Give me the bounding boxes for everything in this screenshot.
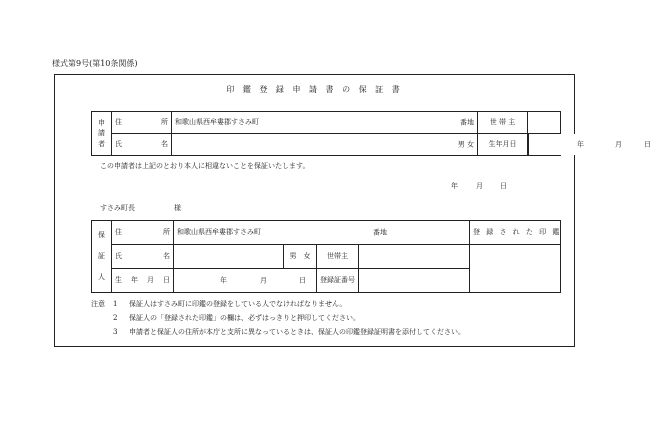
guarantor-banchi-label: 番地 bbox=[373, 228, 387, 236]
note-item-2 bbox=[91, 311, 465, 325]
guarantor-dob-label bbox=[112, 269, 174, 293]
applicant-household-head-field[interactable] bbox=[528, 112, 561, 134]
applicant-address-field[interactable] bbox=[172, 112, 478, 134]
registered-seal-label: 登 録 さ れ た 印 鑑 bbox=[470, 221, 561, 245]
guarantor-dob-field[interactable] bbox=[174, 269, 317, 293]
applicant-table bbox=[91, 111, 651, 156]
guarantor-address-field[interactable] bbox=[174, 221, 470, 245]
guarantor-dob-month: 月 bbox=[260, 276, 267, 284]
note-text: 保証人の「登録された印鑑」の欄は、必ずはっきりと押印してください。 bbox=[129, 314, 360, 322]
note-number: 1 bbox=[113, 300, 118, 308]
applicant-household-head-label: 世 帯 主 bbox=[478, 112, 528, 134]
applicant-dob-field[interactable] bbox=[528, 134, 651, 156]
applicant-side-label: 申 請 者 bbox=[92, 112, 112, 156]
form-number-label: 様式第9号(第10条関係) bbox=[52, 59, 138, 68]
note-item-1 bbox=[91, 297, 465, 311]
guarantor-name-field[interactable] bbox=[174, 245, 284, 269]
applicant-name-field[interactable] bbox=[172, 134, 478, 156]
form-title: 印 鑑 登 録 申 請 書 の 保 証 書 bbox=[226, 85, 403, 94]
applicant-address-label-text: 住 所 bbox=[115, 118, 168, 126]
guarantor-household-head-field[interactable] bbox=[359, 245, 470, 269]
guarantor-side-label: 保 証 人 bbox=[92, 221, 112, 293]
note-number: 2 bbox=[113, 314, 118, 322]
guarantor-name-label bbox=[112, 245, 174, 269]
guarantor-dob-day: 日 bbox=[299, 276, 306, 284]
note-number: 3 bbox=[113, 328, 118, 336]
guarantor-name-label-text: 氏 名 bbox=[115, 252, 170, 260]
guarantor-dob-label-text: 生 年 月 日 bbox=[115, 276, 170, 284]
statement-date-day: 日 bbox=[500, 182, 507, 190]
guarantor-name-row bbox=[92, 245, 561, 269]
guarantor-address-row bbox=[92, 221, 561, 245]
note-text: 保証人はすさみ町に印鑑の登録をしている人でなければなりません。 bbox=[129, 300, 347, 308]
applicant-address-row bbox=[92, 112, 561, 134]
guarantor-table bbox=[91, 220, 561, 293]
guarantor-dob-year: 年 bbox=[220, 276, 227, 284]
applicant-name-label bbox=[112, 134, 172, 156]
applicant-banchi-label: 番地 bbox=[460, 118, 474, 126]
statement-date-year: 年 bbox=[451, 182, 458, 190]
guarantee-statement: この申請者は上記のとおり本人に相違ないことを保証いたします。 bbox=[100, 162, 310, 170]
guarantor-address-label bbox=[112, 221, 174, 245]
applicant-address-value: 和歌山県西牟婁郡すさみ町 bbox=[175, 118, 259, 126]
notes-section bbox=[91, 297, 465, 339]
statement-date-month: 月 bbox=[476, 182, 483, 190]
guarantor-sex-options[interactable]: 男 女 bbox=[284, 245, 317, 269]
guarantor-reg-number-label: 登録証番号 bbox=[317, 269, 359, 293]
guarantor-address-label-text: 住 所 bbox=[115, 228, 170, 236]
applicant-name-row bbox=[92, 134, 561, 156]
applicant-dob-label: 生年月日 bbox=[478, 134, 528, 156]
note-item-3 bbox=[91, 325, 465, 339]
applicant-dob-day: 日 bbox=[644, 140, 651, 148]
applicant-sex-options[interactable]: 男 女 bbox=[457, 140, 474, 148]
applicant-address-label bbox=[112, 112, 172, 134]
guarantor-address-value: 和歌山県西牟婁郡すさみ町 bbox=[177, 228, 261, 236]
registered-seal-box[interactable] bbox=[470, 245, 561, 293]
notes-lead: 注意 bbox=[91, 300, 105, 308]
guarantor-household-head-label: 世帯主 bbox=[317, 245, 359, 269]
applicant-dob-date-area bbox=[528, 134, 656, 155]
guarantor-reg-number-field[interactable] bbox=[359, 269, 470, 293]
addressee-honorific: 様 bbox=[174, 204, 181, 212]
addressee: すさみ町長 bbox=[100, 204, 135, 212]
note-text: 申請者と保証人の住所が本庁と支所に異なっているときは、保証人の印鑑登録証明書を添付してください。 bbox=[129, 328, 465, 336]
applicant-dob-year: 年 bbox=[577, 140, 584, 148]
applicant-name-label-text: 氏 名 bbox=[115, 140, 168, 148]
applicant-dob-month: 月 bbox=[615, 140, 622, 148]
